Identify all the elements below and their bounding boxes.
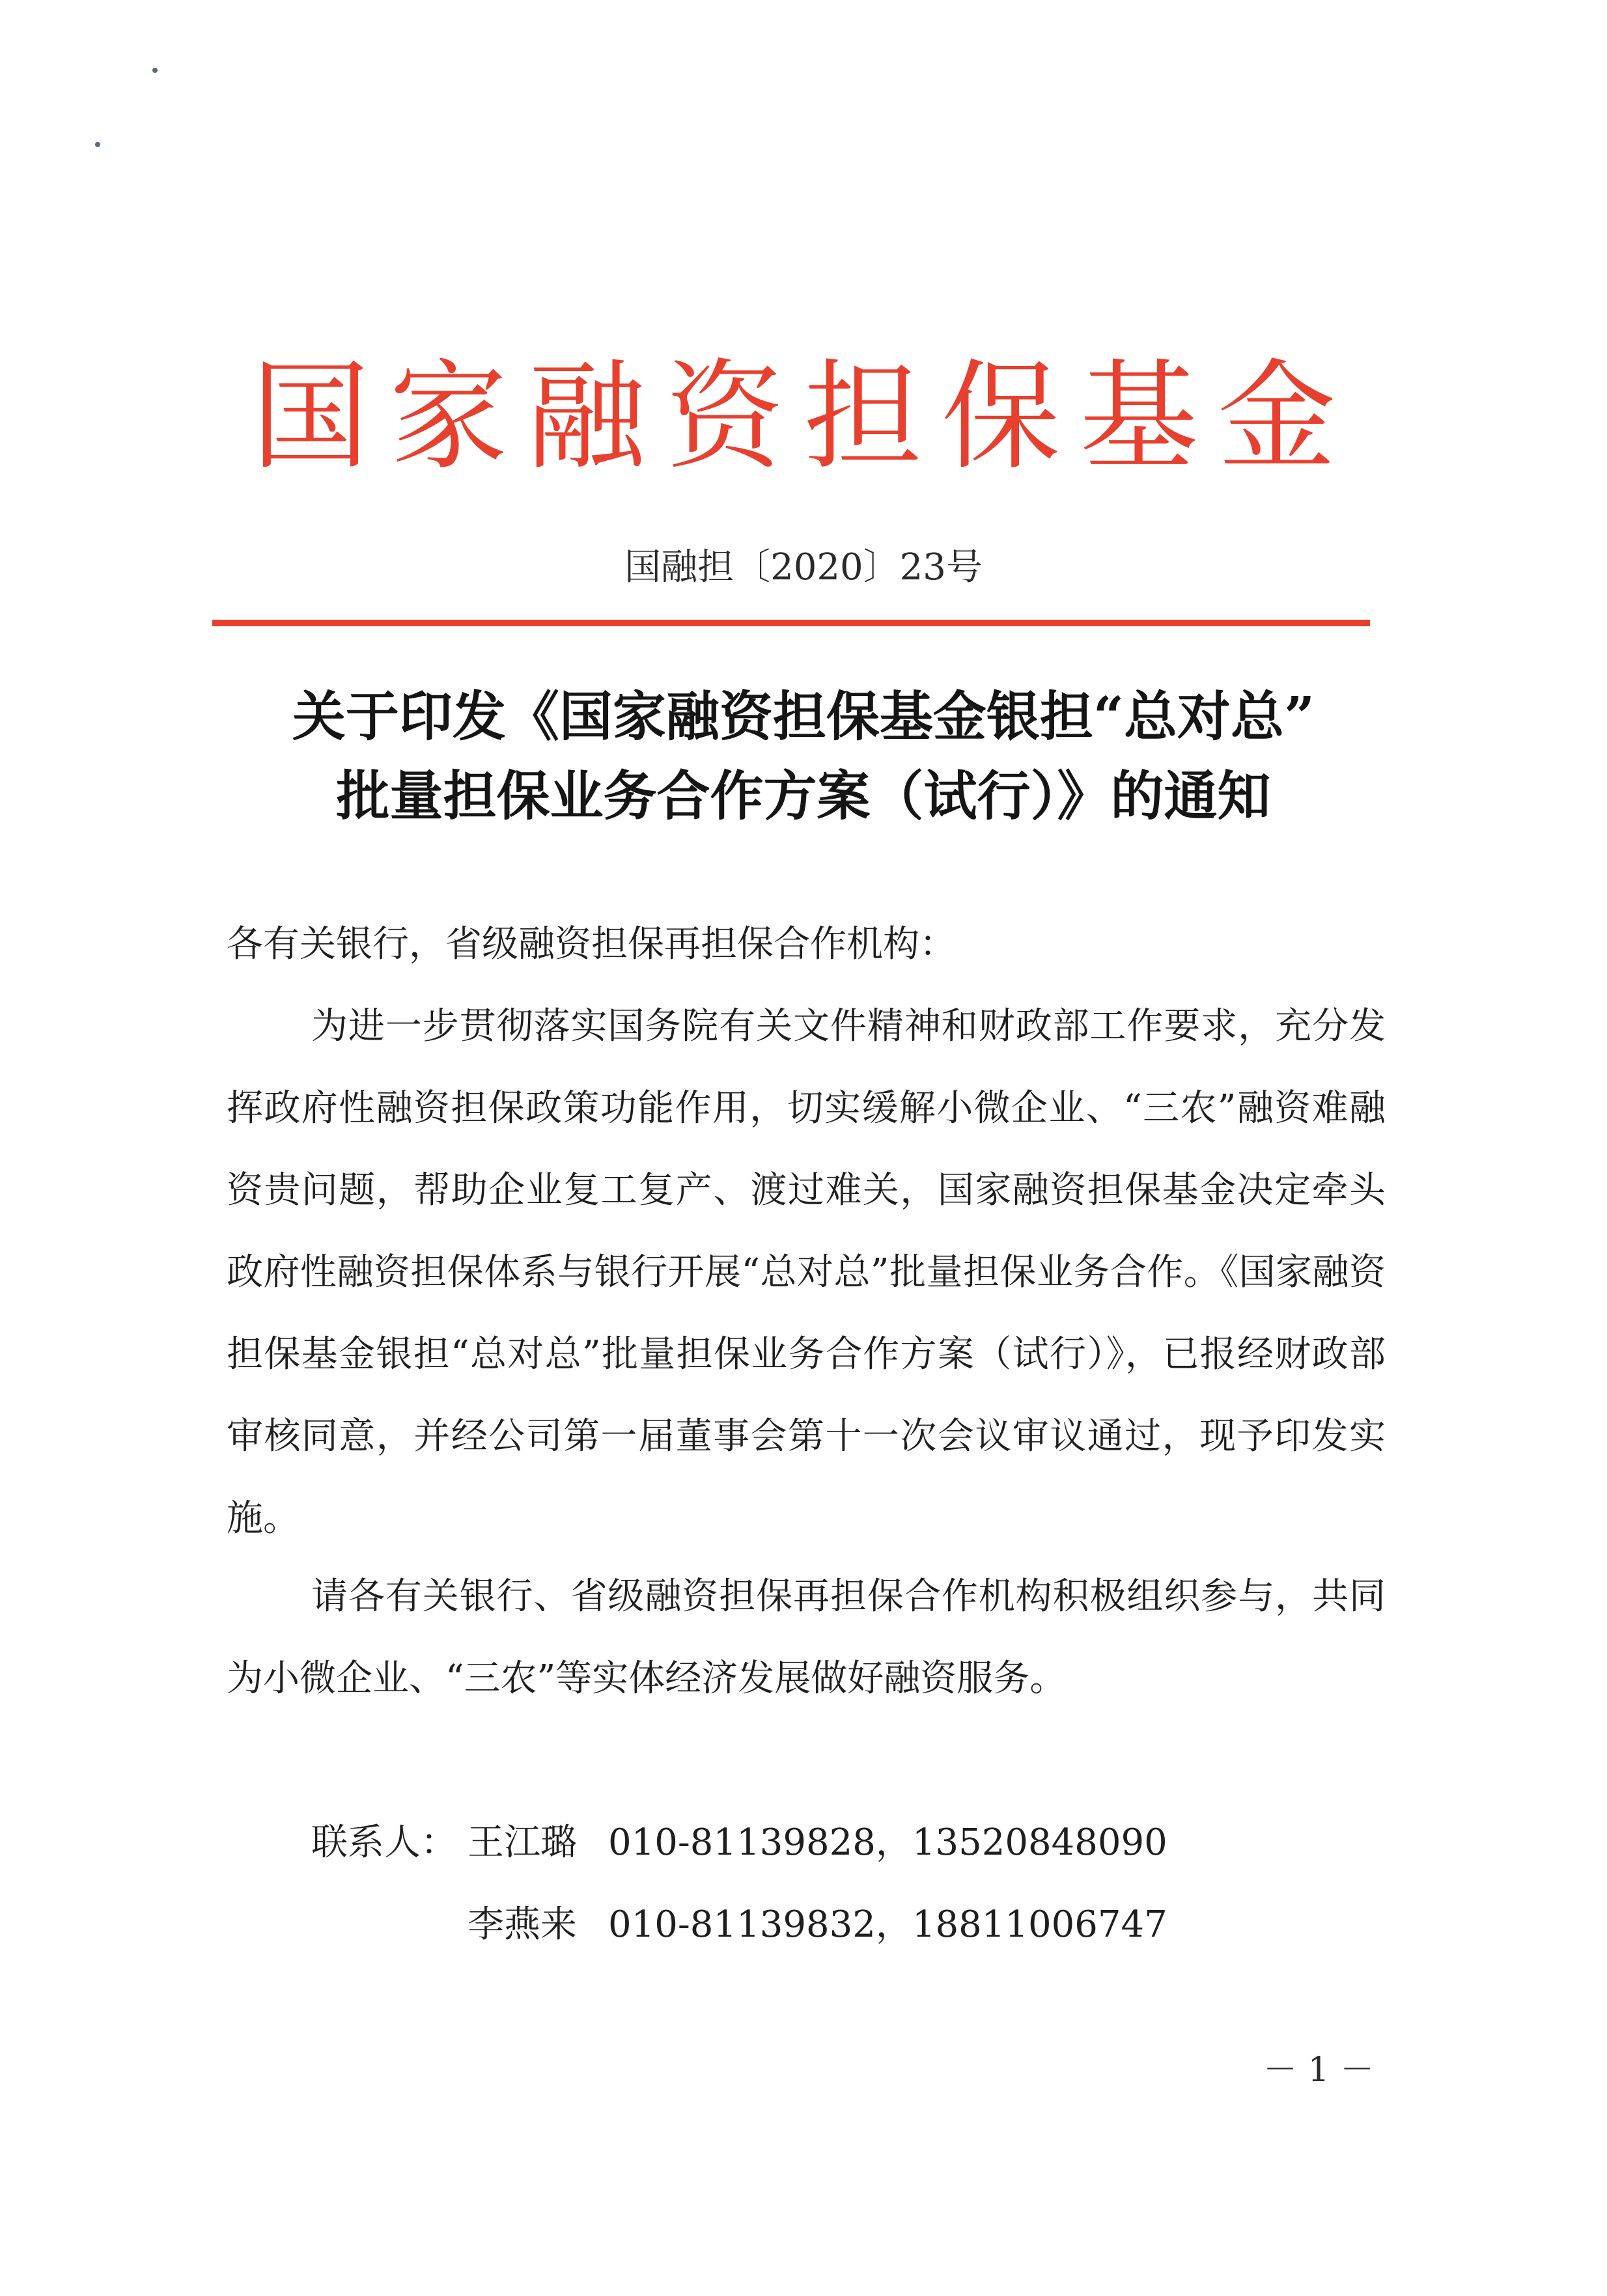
- contact-row: [311, 1802, 1167, 1884]
- scan-speck: [152, 68, 158, 73]
- document-number: 国融担〔2020〕23号: [624, 546, 983, 588]
- contact-row: [311, 1884, 1167, 1966]
- org-header-title: 国家融资担保基金: [251, 348, 1356, 486]
- body-paragraph-1: 为进一步贯彻落实国务院有关文件精神和财政部工作要求，充分发挥政府性融资担保政策功能作用，切实缓解小微企业、“三农”融资难融资贵问题，帮助企业复工复产、渡过难关，国家融资担保基金决定牵头政府性融资担保体系与银行开展“总对总”批量担保业务合作。《国家融资担保基金银担“总对总”批量担保业务合作方案（试行）》，已报经财政部审核同意，并经公司第一届董事会第十一次会议审议通过，现予印发实施。: [227, 1005, 1386, 1540]
- contact-phones: 010-81139832，18811006747: [608, 1903, 1167, 1946]
- contact-block: [311, 1802, 1167, 1966]
- page-number: － 1 －: [1263, 2051, 1375, 2090]
- notice-title-line-2: 批量担保业务合作方案（试行）》的通知: [336, 765, 1271, 827]
- salutation: 各有关银行，省级融资担保再担保合作机构：: [227, 923, 956, 965]
- contact-name: 王江璐: [468, 1821, 577, 1864]
- red-divider-line: [212, 620, 1370, 626]
- body-paragraph-2: 请各有关银行、省级融资担保再担保合作机构积极组织参与，共同为小微企业、“三农”等实体经济发展做好融资服务。: [227, 1575, 1386, 1700]
- contact-label: 联系人：: [311, 1821, 457, 1864]
- contact-name: 李燕来: [468, 1903, 577, 1946]
- notice-title: [0, 677, 1607, 836]
- notice-title-line-1: 关于印发《国家融资担保基金银担“总对总”: [292, 685, 1315, 748]
- contact-phones: 010-81139828，13520848090: [608, 1821, 1167, 1864]
- scan-speck: [95, 142, 100, 147]
